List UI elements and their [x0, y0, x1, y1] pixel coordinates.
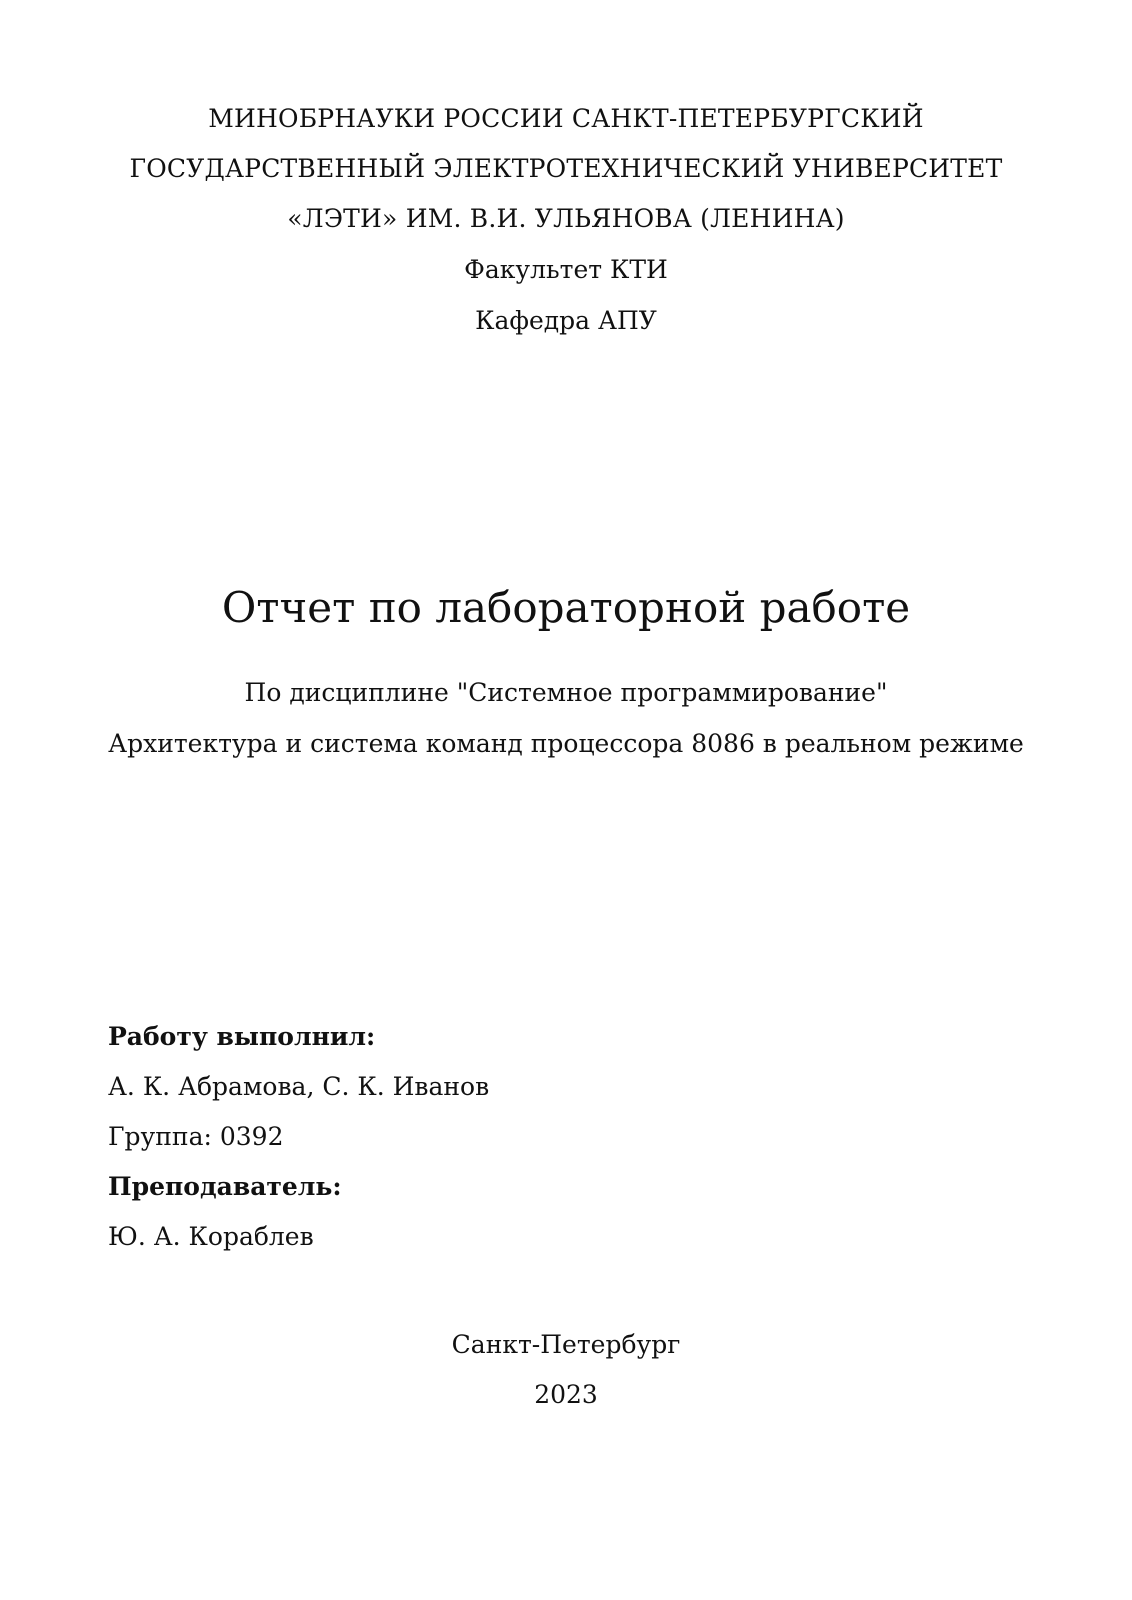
discipline-line: По дисциплине "Системное программирование": [244, 678, 888, 707]
teacher-name: Ю. А. Кораблев: [108, 1222, 314, 1251]
year-line: 2023: [534, 1380, 598, 1409]
report-title: Отчет по лабораторной работе: [221, 583, 911, 632]
university-name-line: «ЛЭТИ» ИМ. В.И. УЛЬЯНОВА (ЛЕНИНА): [287, 204, 845, 233]
topic-line: Архитектура и система команд процессора 8086 в реальном режиме: [108, 729, 1024, 758]
teacher-label: Преподаватель:: [108, 1172, 342, 1201]
university-line: ГОСУДАРСТВЕННЫЙ ЭЛЕКТРОТЕХНИЧЕСКИЙ УНИВЕРСИТЕТ: [129, 154, 1003, 183]
faculty-line: Факультет КТИ: [464, 255, 668, 284]
ministry-line: МИНОБРНАУКИ РОССИИ САНКТ-ПЕТЕРБУРГСКИЙ: [208, 104, 924, 133]
department-line: Кафедра АПУ: [475, 306, 657, 335]
performed-label: Работу выполнил:: [108, 1022, 376, 1051]
performed-by: А. К. Абрамова, С. К. Иванов: [108, 1072, 490, 1101]
group-line: Группа: 0392: [108, 1122, 284, 1151]
city-line: Санкт-Петербург: [451, 1330, 681, 1359]
